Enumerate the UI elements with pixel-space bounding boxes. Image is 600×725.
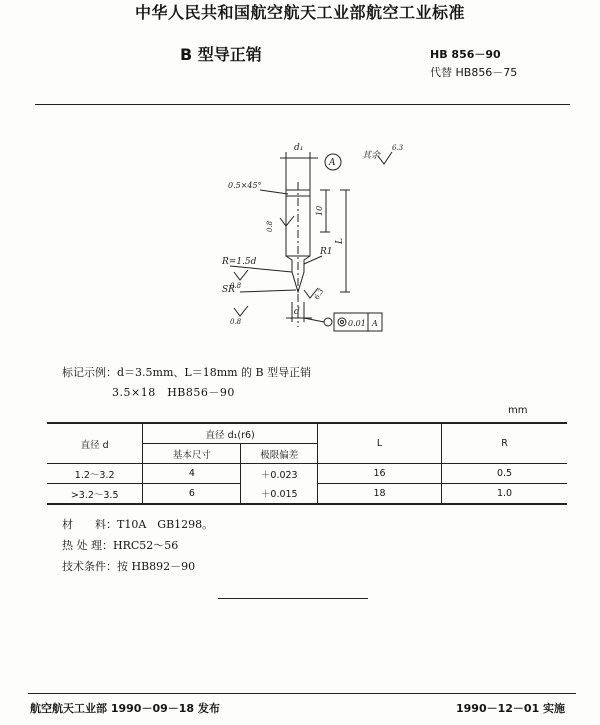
row2-deviation: ＋0.015 (241, 484, 318, 505)
d-label: d (294, 307, 300, 317)
header-diameter-d1: 直径 d₁(r6) (143, 423, 318, 444)
header-L: L (318, 423, 442, 464)
d1-label: d₁ (294, 143, 304, 153)
tolerance-leader-dot (324, 318, 332, 326)
unit-label: mm (508, 405, 528, 416)
row1-d: 1.2～3.2 (47, 464, 143, 484)
sr-label: SR (222, 285, 235, 295)
header-diameter-d: 直径 d (47, 423, 143, 464)
chamfer-label: 0.5×45° (228, 181, 262, 190)
chamfer-leader (260, 190, 288, 194)
spec-table (47, 422, 567, 505)
rest-roughness-label: 其余 (362, 151, 381, 161)
ra-r-value: 0.8 (230, 282, 242, 290)
replaces-standard: 代替 HB856－75 (430, 66, 518, 79)
note-tech-conditions: 技术条件：按 HB892－90 (62, 560, 196, 573)
note-material: 材 料：T10A GB1298。 (62, 518, 214, 531)
tolerance-value: 0.01 (348, 319, 366, 328)
header-deviation: 极限偏差 (241, 444, 318, 464)
ra-shank-value: 0.8 (266, 220, 274, 232)
effective-date: 1990－12－01 实施 (456, 702, 566, 715)
rest-ra-value: 6.3 (392, 144, 404, 152)
marking-example-code: 3.5×18 HB856－90 (112, 386, 235, 399)
r1-leader (304, 256, 322, 264)
pin-drawing (200, 132, 430, 342)
footer-rule (28, 693, 576, 694)
row2-basic: 6 (143, 484, 241, 505)
datum-ref-label: A (372, 319, 378, 328)
ra-tip-value: 6.3 (312, 287, 326, 301)
r1-label: R1 (320, 247, 333, 257)
concentricity-icon (338, 318, 346, 326)
end-rule (218, 598, 368, 599)
header-R: R (441, 423, 567, 464)
row1-basic: 4 (143, 464, 241, 484)
row1-R: 0.5 (441, 464, 567, 484)
ra-sr-value: 0.8 (230, 318, 242, 326)
datum-a-label: A (329, 158, 336, 168)
page-title: B 型导正销 (180, 45, 262, 64)
standard-number: HB 856－90 (430, 48, 501, 61)
row2-d: >3.2～3.5 (47, 484, 143, 505)
rest-ra-symbol (378, 152, 392, 164)
note-heat-treatment: 热 处 理：HRC52～56 (62, 539, 179, 552)
row2-L: 18 (318, 484, 442, 505)
row2-R: 1.0 (441, 484, 567, 505)
header-rule (35, 104, 570, 105)
dim-L-label: L (335, 238, 345, 244)
header-basic-size: 基本尺寸 (143, 444, 241, 464)
r15d-label: R=1.5d (222, 257, 257, 267)
ra-sr-symbol (234, 306, 248, 316)
ra-r-symbol (234, 270, 248, 280)
org-header: 中华人民共和国航空航天工业部航空工业标准 (134, 3, 465, 22)
dim-10-label: 10 (315, 205, 324, 216)
marking-example: 标记示例：d＝3.5mm、L＝18mm 的 B 型导正销 (62, 366, 312, 379)
row1-L: 16 (318, 464, 442, 484)
issued-date: 航空航天工业部 1990－09－18 发布 (30, 702, 220, 715)
sr-leader (240, 290, 296, 292)
ra-shank-symbol (280, 216, 294, 226)
row1-deviation: ＋0.023 (241, 464, 318, 484)
